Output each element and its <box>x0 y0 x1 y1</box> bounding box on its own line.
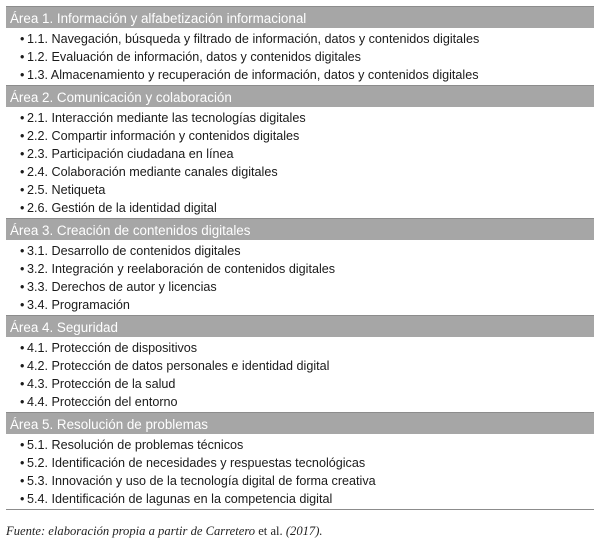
area-header: Área 5. Resolución de problemas <box>6 413 594 434</box>
bullet-icon: • <box>20 280 25 294</box>
list-item <box>6 339 594 357</box>
list-item-text: 1.3. Almacenamiento y recuperación de información, datos y contenidos digitales <box>27 68 479 82</box>
bullet-icon: • <box>20 111 25 125</box>
area-header: Área 4. Seguridad <box>6 316 594 337</box>
area-item-list <box>6 337 594 412</box>
list-item-text: 2.5. Netiqueta <box>27 183 106 197</box>
area-section <box>6 413 594 510</box>
area-section <box>6 316 594 413</box>
list-item <box>6 278 594 296</box>
list-item-text: 4.2. Protección de datos personales e identidad digital <box>27 359 330 373</box>
bullet-icon: • <box>20 438 25 452</box>
list-item-text: 1.1. Navegación, búsqueda y filtrado de información, datos y contenidos digitales <box>27 32 480 46</box>
list-item <box>6 181 594 199</box>
list-item-text: 3.4. Programación <box>27 298 130 312</box>
bullet-icon: • <box>20 129 25 143</box>
list-item <box>6 296 594 314</box>
list-item <box>6 393 594 411</box>
bullet-icon: • <box>20 456 25 470</box>
list-item-text: 3.1. Desarrollo de contenidos digitales <box>27 244 241 258</box>
list-item <box>6 127 594 145</box>
list-item <box>6 260 594 278</box>
bullet-icon: • <box>20 492 25 506</box>
list-item <box>6 357 594 375</box>
area-header: Área 3. Creación de contenidos digitales <box>6 219 594 240</box>
competence-areas-table <box>6 6 594 510</box>
list-item <box>6 30 594 48</box>
list-item-text: 5.1. Resolución de problemas técnicos <box>27 438 244 452</box>
list-item <box>6 375 594 393</box>
list-item-text: 4.1. Protección de dispositivos <box>27 341 198 355</box>
area-item-list <box>6 28 594 85</box>
list-item-text: 5.4. Identificación de lagunas en la competencia digital <box>27 492 333 506</box>
list-item-text: 2.2. Compartir información y contenidos digitales <box>27 129 300 143</box>
areas-container <box>6 7 594 510</box>
list-item <box>6 163 594 181</box>
bullet-icon: • <box>20 50 25 64</box>
bullet-icon: • <box>20 395 25 409</box>
list-item-text: 2.3. Participación ciudadana en línea <box>27 147 234 161</box>
list-item-text: 5.3. Innovación y uso de la tecnología digital de forma creativa <box>27 474 376 488</box>
source-etal: et al. <box>258 524 283 538</box>
list-item-text: 3.2. Integración y reelaboración de contenidos digitales <box>27 262 336 276</box>
list-item-text: 4.4. Protección del entorno <box>27 395 178 409</box>
bullet-icon: • <box>20 32 25 46</box>
list-item-text: 2.4. Colaboración mediante canales digitales <box>27 165 278 179</box>
bullet-icon: • <box>20 341 25 355</box>
bullet-icon: • <box>20 298 25 312</box>
list-item <box>6 242 594 260</box>
area-section <box>6 7 594 86</box>
list-item-text: 3.3. Derechos de autor y licencias <box>27 280 217 294</box>
source-prefix: Fuente: elaboración propia a partir de Carretero <box>6 524 259 538</box>
list-item <box>6 109 594 127</box>
bullet-icon: • <box>20 183 25 197</box>
bullet-icon: • <box>20 165 25 179</box>
bullet-icon: • <box>20 244 25 258</box>
list-item-text: 4.3. Protección de la salud <box>27 377 176 391</box>
list-item <box>6 454 594 472</box>
bullet-icon: • <box>20 359 25 373</box>
list-item <box>6 490 594 508</box>
area-item-list <box>6 107 594 218</box>
list-item-text: 5.2. Identificación de necesidades y respuestas tecnológicas <box>27 456 366 470</box>
list-item <box>6 66 594 84</box>
list-item <box>6 199 594 217</box>
list-item <box>6 436 594 454</box>
area-header: Área 2. Comunicación y colaboración <box>6 86 594 107</box>
list-item <box>6 472 594 490</box>
area-item-list <box>6 240 594 315</box>
area-header: Área 1. Información y alfabetización informacional <box>6 7 594 28</box>
bullet-icon: • <box>20 201 25 215</box>
area-section <box>6 86 594 219</box>
bullet-icon: • <box>20 68 25 82</box>
list-item-text: 2.1. Interacción mediante las tecnologías digitales <box>27 111 306 125</box>
bullet-icon: • <box>20 262 25 276</box>
list-item <box>6 145 594 163</box>
area-section <box>6 219 594 316</box>
list-item-text: 2.6. Gestión de la identidad digital <box>27 201 217 215</box>
list-item-text: 1.2. Evaluación de información, datos y contenidos digitales <box>27 50 361 64</box>
bullet-icon: • <box>20 377 25 391</box>
list-item <box>6 48 594 66</box>
bullet-icon: • <box>20 474 25 488</box>
source-suffix: (2017). <box>282 524 323 538</box>
source-caption <box>6 524 323 539</box>
bullet-icon: • <box>20 147 25 161</box>
area-item-list <box>6 434 594 509</box>
